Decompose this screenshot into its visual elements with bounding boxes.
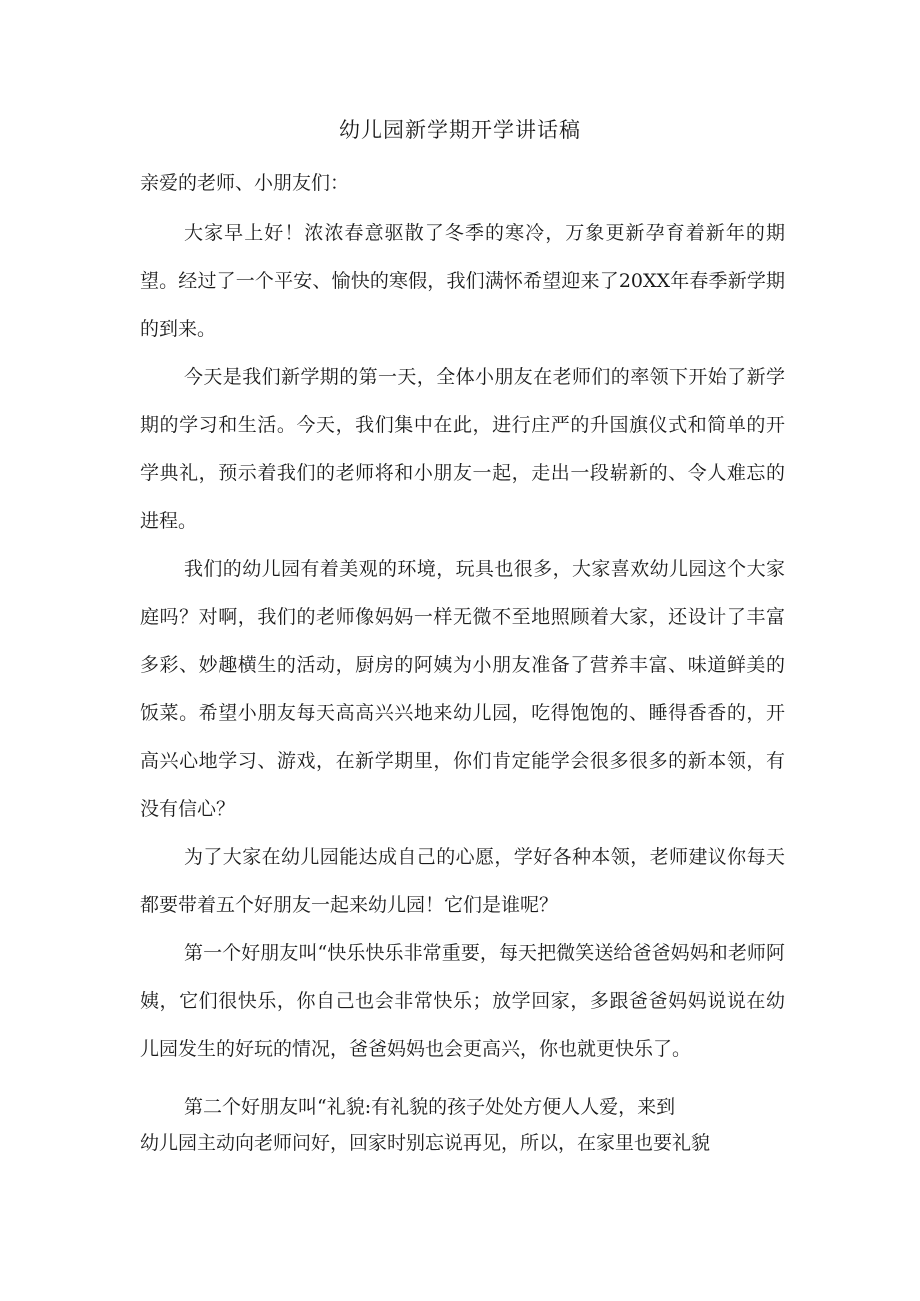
salutation: 亲爱的老师、小朋友们：: [140, 172, 350, 194]
paragraph-friend-happiness: 第一个好朋友叫“快乐快乐非常重要，每天把微笑送给爸爸妈妈和老师阿姨，它们很快乐，你自己也会非常快乐；放学回家，多跟爸爸妈妈说说在幼儿园发生的好玩的情况，爸爸妈妈也会更高兴，你也就更快乐了。: [140, 942, 785, 1060]
paragraph-friend-politeness-line-2: 幼儿园主动向老师问好，回家时别忘说再见，所以，在家里也要礼貌: [140, 1132, 711, 1154]
document-title: 幼儿园新学期开学讲话稿: [339, 118, 581, 142]
paragraph-kindergarten-environment: 我们的幼儿园有着美观的环境，玩具也很多，大家喜欢幼儿园这个大家庭吗？对啊，我们的老师像妈妈一样无微不至地照顾着大家，还设计了丰富多彩、妙趣横生的活动，厨房的阿姨为小朋友准备了营养丰富、味道鲜美的饭菜。希望小朋友每天高高兴兴地来幼儿园，吃得饱饱的、睡得香香的，开高兴心地学习、游戏，在新学期里，你们肯定能学会很多很多的新本领，有没有信心？: [140, 558, 785, 820]
paragraph-greeting: 大家早上好！浓浓春意驱散了冬季的寒冷，万象更新孕育着新年的期望。经过了一个平安、愉快的寒假，我们满怀希望迎来了20XX年春季新学期的到来。: [140, 222, 785, 340]
paragraph-friend-politeness-line-1: 第二个好朋友叫“礼貌:有礼貌的孩子处处方便人人爱，来到: [184, 1096, 676, 1118]
paragraph-five-friends: 为了大家在幼儿园能达成自己的心愿，学好各种本领，老师建议你每天都要带着五个好朋友一起来幼儿园！它们是谁呢？: [140, 846, 785, 916]
paragraph-first-day: 今天是我们新学期的第一天，全体小朋友在老师们的率领下开始了新学期的学习和生活。今天，我们集中在此，进行庄严的升国旗仪式和简单的开学典礼，预示着我们的老师将和小朋友一起，走出一段崭新的、令人难忘的进程。: [140, 366, 785, 532]
